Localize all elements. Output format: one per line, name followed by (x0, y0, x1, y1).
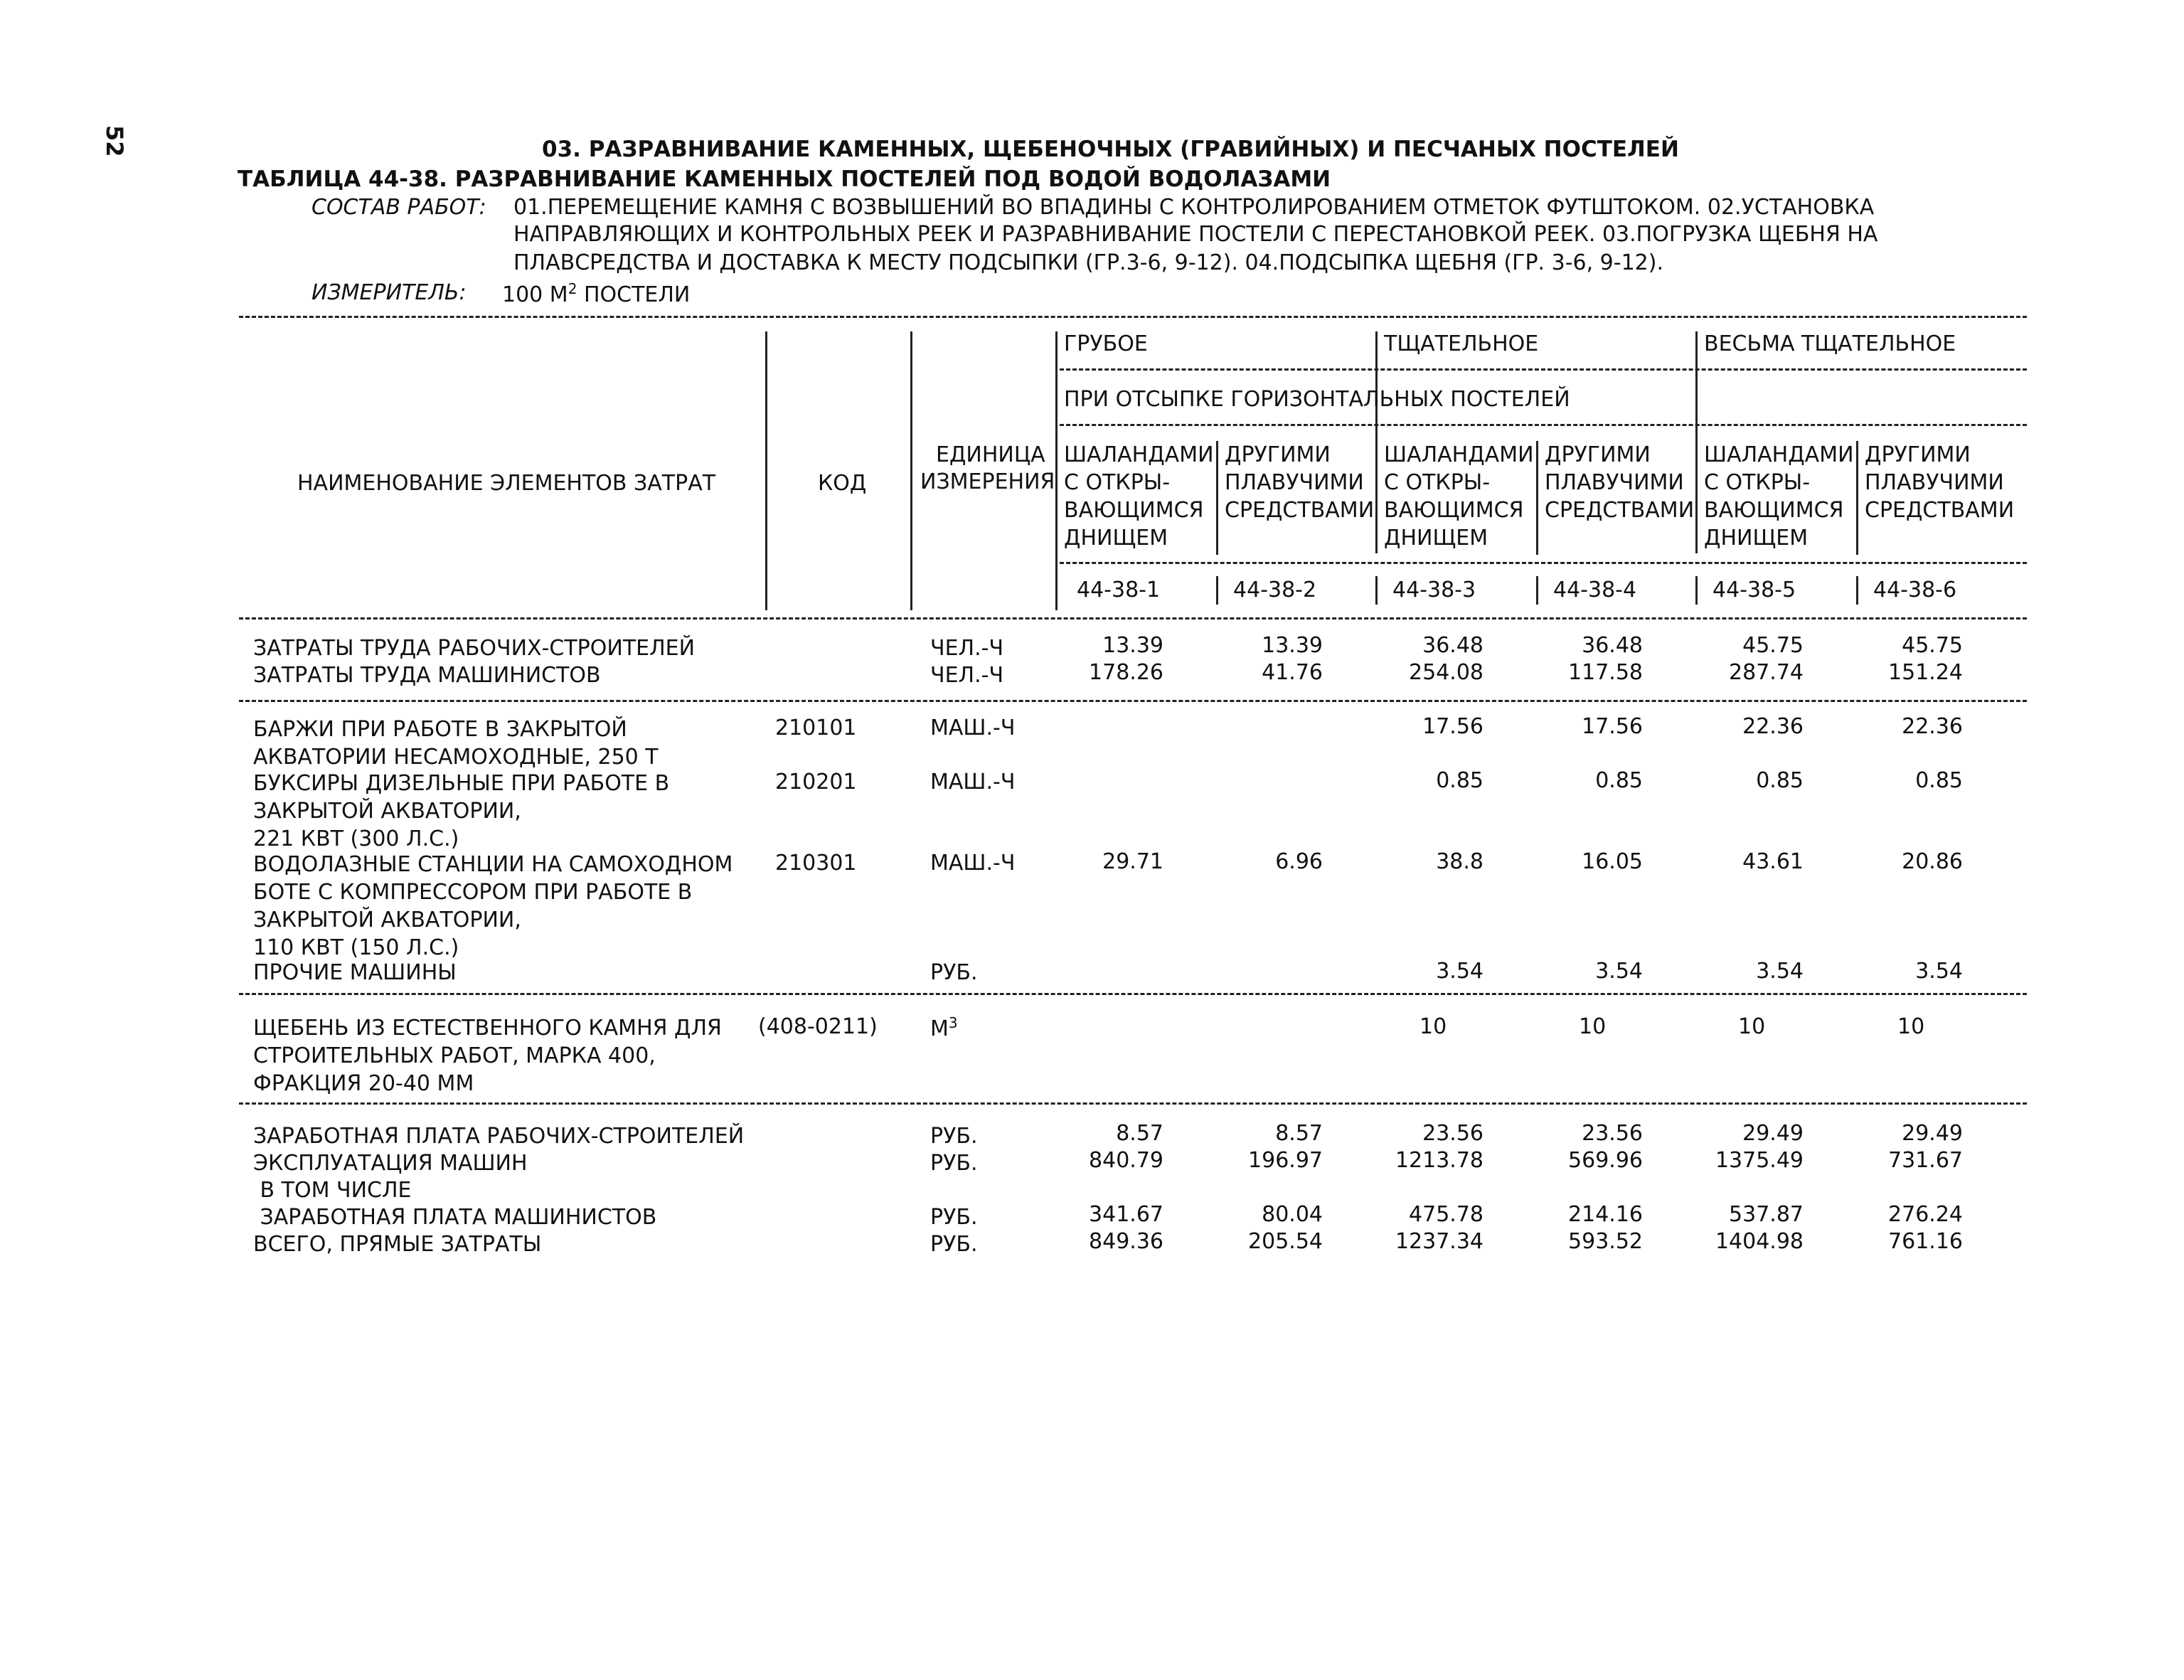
row-name: ЗАТРАТЫ ТРУДА РАБОЧИХ-СТРОИТЕЛЕЙ (253, 636, 696, 661)
row-unit: РУБ. (930, 1205, 978, 1230)
group-rough: ГРУБОЕ (1064, 331, 1148, 356)
row-code: (408-0211) (758, 1014, 878, 1039)
composition-label: СОСТАВ РАБОТ: (311, 195, 486, 220)
cell: 8.57 (1116, 1121, 1163, 1146)
header-bottom-rule (239, 617, 2027, 620)
row-name: ЗАРАБОТНАЯ ПЛАТА РАБОЧИХ-СТРОИТЕЛЕЙ (253, 1124, 745, 1149)
row-unit: МАШ.-Ч (930, 851, 1016, 876)
composition-line-2: НАПРАВЛЯЮЩИХ И КОНТРОЛЬНЫХ РЕЕК И РАЗРАВНИВАНИЕ ПОСТЕЛИ С ПЕРЕСТАНОВКОЙ РЕЕК. 03.ПОГРУЗКА ЩЕБНЯ НА (513, 222, 1878, 247)
cell: 840.79 (1089, 1148, 1163, 1173)
table-title: ТАБЛИЦА 44-38. РАЗРАВНИВАНИЕ КАМЕННЫХ ПОСТЕЛЕЙ ПОД ВОДОЙ ВОДОЛАЗАМИ (238, 166, 1331, 192)
group-careful: ТЩАТЕЛЬНОЕ (1384, 331, 1539, 356)
cell: 276.24 (1888, 1202, 1963, 1227)
col-header-5: ШАЛАНДАМИ С ОТКРЫ- ВАЮЩИМСЯ ДНИЩЕМ (1704, 442, 1854, 551)
cell: 8.57 (1275, 1121, 1323, 1146)
row-name: БУКСИРЫ ДИЗЕЛЬНЫЕ ПРИ РАБОТЕ В ЗАКРЫТОЙ АКВАТОРИИ, 221 КВТ (300 Л.С.) (253, 771, 670, 851)
header-separator-8 (1856, 441, 1858, 555)
code-44-38-5: 44-38-5 (1712, 578, 1796, 602)
group-very-careful: ВЕСЬМА ТЩАТЕЛЬНОЕ (1704, 331, 1956, 356)
header-top-rule (239, 316, 2027, 318)
header-separator-3 (1055, 331, 1058, 610)
cell: 29.49 (1742, 1121, 1804, 1146)
cell: 3.54 (1436, 959, 1483, 984)
cell: 287.74 (1729, 660, 1804, 685)
cell: 23.56 (1582, 1121, 1643, 1146)
code-44-38-4: 44-38-4 (1553, 578, 1637, 602)
cell: 22.36 (1742, 714, 1804, 739)
page-number: 52 (101, 125, 128, 157)
cell: 17.56 (1582, 714, 1643, 739)
composition-line-3: ПЛАВСРЕДСТВА И ДОСТАВКА К МЕСТУ ПОДСЫПКИ (ГР.3-6, 9-12). 04.ПОДСЫПКА ЩЕБНЯ (ГР. 3-6, 9-12). (513, 250, 1664, 275)
row-name: ВСЕГО, ПРЯМЫЕ ЗАТРАТЫ (253, 1232, 542, 1257)
header-name: НАИМЕНОВАНИЕ ЭЛЕМЕНТОВ ЗАТРАТ (297, 471, 716, 496)
code-separator-3 (1536, 576, 1538, 605)
cell: 1213.78 (1395, 1148, 1483, 1173)
cell: 593.52 (1568, 1229, 1643, 1254)
row-unit: ЧЕЛ.-Ч (930, 636, 1004, 661)
code-separator-5 (1856, 576, 1858, 605)
cell: 0.85 (1595, 768, 1643, 793)
header-separator-1 (765, 331, 767, 610)
row-name: ЩЕБЕНЬ ИЗ ЕСТЕСТВЕННОГО КАМНЯ ДЛЯ СТРОИТЕЛЬНЫХ РАБОТ, МАРКА 400, ФРАКЦИЯ 20-40 ММ (253, 1016, 722, 1096)
cell: 36.48 (1422, 633, 1483, 658)
codes-rule (1060, 562, 2027, 564)
row-code: 210301 (775, 851, 857, 876)
cell: 36.48 (1582, 633, 1643, 658)
row-name: БАРЖИ ПРИ РАБОТЕ В ЗАКРЫТОЙ АКВАТОРИИ НЕСАМОХОДНЫЕ, 250 Т (253, 717, 659, 770)
cell: 3.54 (1915, 959, 1963, 984)
cell: 10 (1897, 1014, 1925, 1039)
cell: 29.71 (1102, 849, 1163, 874)
header-separator-6 (1536, 441, 1538, 555)
cell: 16.05 (1582, 849, 1643, 874)
row-unit: МАШ.-Ч (930, 770, 1016, 794)
section-1-rule (239, 700, 2027, 702)
row-unit: РУБ. (930, 1124, 978, 1149)
cell: 849.36 (1089, 1229, 1163, 1254)
cell: 1404.98 (1715, 1229, 1804, 1254)
col-header-1: ШАЛАНДАМИ С ОТКРЫ- ВАЮЩИМСЯ ДНИЩЕМ (1064, 442, 1214, 551)
cell: 1375.49 (1715, 1148, 1804, 1173)
col-header-6: ДРУГИМИ ПЛАВУЧИМИ СРЕДСТВАМИ (1865, 442, 2015, 523)
measure-value: 100 $М^2$ ПОСТЕЛИ (502, 280, 691, 307)
section-title: 03. РАЗРАВНИВАНИЕ КАМЕННЫХ, ЩЕБЕНОЧНЫХ (ГРАВИЙНЫХ) И ПЕСЧАНЫХ ПОСТЕЛЕЙ (542, 137, 1679, 162)
header-unit-2: ИЗМЕРЕНИЯ (920, 469, 1055, 494)
cell: 0.85 (1756, 768, 1804, 793)
row-name: ВОДОЛАЗНЫЕ СТАНЦИИ НА САМОХОДНОМ БОТЕ С КОМПРЕССОРОМ ПРИ РАБОТЕ В ЗАКРЫТОЙ АКВАТОРИИ, 110 КВТ (150 Л.С.) (253, 852, 733, 960)
cell: 41.76 (1262, 660, 1323, 685)
cell: 196.97 (1248, 1148, 1323, 1173)
col-header-3: ШАЛАНДАМИ С ОТКРЫ- ВАЮЩИМСЯ ДНИЩЕМ (1384, 442, 1534, 551)
cell: 13.39 (1262, 633, 1323, 658)
cell: 254.08 (1409, 660, 1483, 685)
cell: 151.24 (1888, 660, 1963, 685)
code-separator-1 (1216, 576, 1218, 605)
cell: 731.67 (1888, 1148, 1963, 1173)
row-name: ЭКСПЛУАТАЦИЯ МАШИН (253, 1151, 528, 1176)
cell: 341.67 (1089, 1202, 1163, 1227)
cell: 178.26 (1089, 660, 1163, 685)
row-unit: РУБ. (930, 960, 978, 985)
cell: 761.16 (1888, 1229, 1963, 1254)
row-name: ЗАРАБОТНАЯ ПЛАТА МАШИНИСТОВ (253, 1205, 657, 1230)
cell: 22.36 (1902, 714, 1963, 739)
header-unit-1: ЕДИНИЦА (936, 442, 1045, 467)
measure-label: ИЗМЕРИТЕЛЬ: (311, 280, 467, 305)
code-44-38-3: 44-38-3 (1392, 578, 1476, 602)
cell: 1237.34 (1395, 1229, 1483, 1254)
col-header-4: ДРУГИМИ ПЛАВУЧИМИ СРЕДСТВАМИ (1545, 442, 1695, 523)
code-separator-4 (1695, 576, 1698, 605)
cell: 214.16 (1568, 1202, 1643, 1227)
section-3-rule (239, 1102, 2027, 1105)
row-name: ЗАТРАТЫ ТРУДА МАШИНИСТОВ (253, 663, 601, 688)
cell: 45.75 (1742, 633, 1804, 658)
row-name: ПРОЧИЕ МАШИНЫ (253, 960, 457, 985)
header-separator-5 (1375, 331, 1378, 553)
composition-line-1: 01.ПЕРЕМЕЩЕНИЕ КАМНЯ С ВОЗВЫШЕНИЙ ВО ВПАДИНЫ С КОНТРОЛИРОВАНИЕМ ОТМЕТОК ФУТШТОКОМ. 02.УСТАНОВКА (513, 195, 1875, 220)
cell: 0.85 (1915, 768, 1963, 793)
row-unit: ЧЕЛ.-Ч (930, 663, 1004, 688)
cell: 13.39 (1102, 633, 1163, 658)
row-unit: МАШ.-Ч (930, 716, 1016, 740)
code-44-38-1: 44-38-1 (1077, 578, 1161, 602)
row-code: 210101 (775, 716, 857, 740)
cell: 10 (1738, 1014, 1766, 1039)
header-separator-7 (1695, 331, 1698, 553)
cell: 20.86 (1902, 849, 1963, 874)
cell: 3.54 (1595, 959, 1643, 984)
cell: 537.87 (1729, 1202, 1804, 1227)
subheader: ПРИ ОТСЫПКЕ ГОРИЗОНТАЛЬНЫХ ПОСТЕЛЕЙ (1064, 387, 1570, 412)
cell: 45.75 (1902, 633, 1963, 658)
code-44-38-6: 44-38-6 (1873, 578, 1957, 602)
group-rule (1060, 368, 2027, 371)
row-unit: РУБ. (930, 1151, 978, 1176)
cell: 117.58 (1568, 660, 1643, 685)
cell: 10 (1419, 1014, 1447, 1039)
cell: 0.85 (1436, 768, 1483, 793)
cell: 205.54 (1248, 1229, 1323, 1254)
header-code: КОД (818, 471, 867, 496)
row-unit: РУБ. (930, 1232, 978, 1257)
code-separator-2 (1375, 576, 1378, 605)
header-separator-4 (1216, 441, 1218, 555)
cell: 29.49 (1902, 1121, 1963, 1146)
cell: 23.56 (1422, 1121, 1483, 1146)
cell: 569.96 (1568, 1148, 1643, 1173)
row-name: В ТОМ ЧИСЛЕ (253, 1178, 412, 1203)
cell: 6.96 (1275, 849, 1323, 874)
cell: 10 (1579, 1014, 1607, 1039)
section-2-rule (239, 993, 2027, 995)
cell: 17.56 (1422, 714, 1483, 739)
cell: 475.78 (1409, 1202, 1483, 1227)
row-unit: $М^3$ (930, 1014, 958, 1041)
subheader-rule (1060, 424, 2027, 426)
cell: 3.54 (1756, 959, 1804, 984)
cell: 80.04 (1262, 1202, 1323, 1227)
col-header-2: ДРУГИМИ ПЛАВУЧИМИ СРЕДСТВАМИ (1225, 442, 1375, 523)
row-code: 210201 (775, 770, 857, 794)
header-separator-2 (910, 331, 912, 610)
cell: 38.8 (1436, 849, 1483, 874)
cell: 43.61 (1742, 849, 1804, 874)
code-44-38-2: 44-38-2 (1233, 578, 1317, 602)
